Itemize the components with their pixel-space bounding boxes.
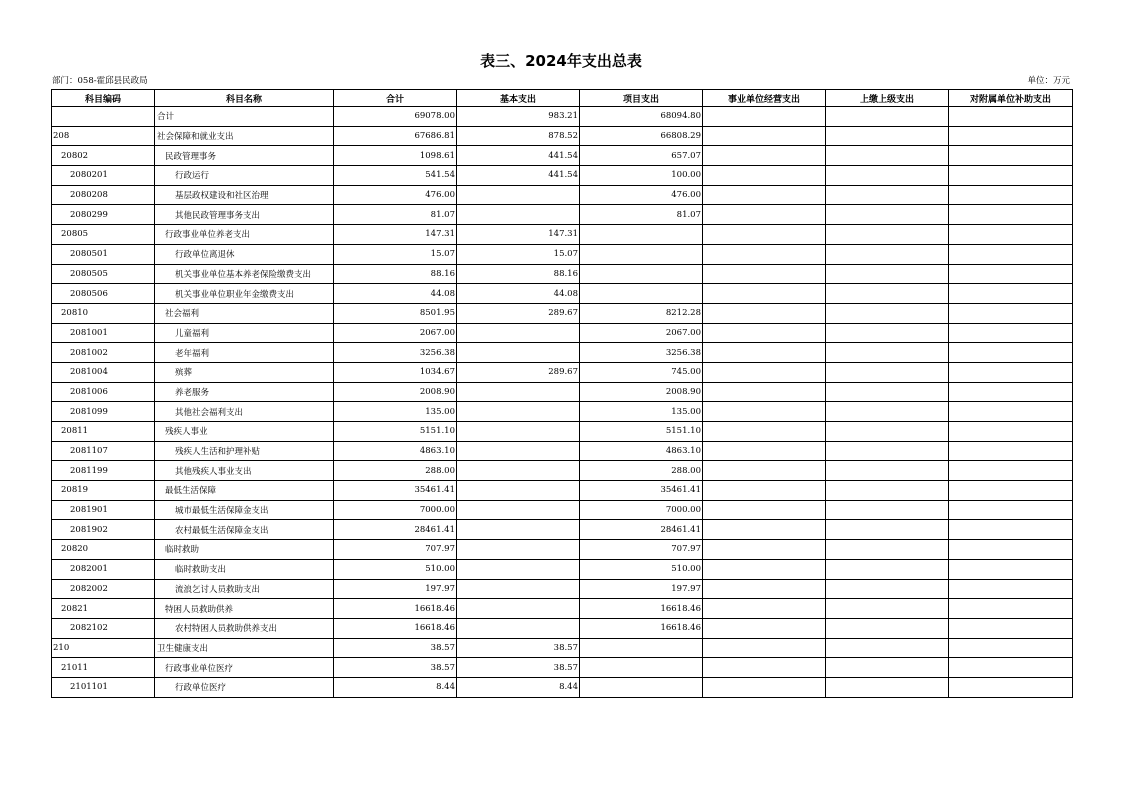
cell-project: 16618.46 xyxy=(580,599,703,619)
cell-business xyxy=(703,146,826,166)
cell-name: 其他民政管理事务支出 xyxy=(155,205,334,225)
cell-business xyxy=(703,599,826,619)
cell-name: 民政管理事务 xyxy=(155,146,334,166)
cell-subsidy xyxy=(949,500,1073,520)
cell-business xyxy=(703,225,826,245)
cell-business xyxy=(703,402,826,422)
cell-total: 2008.90 xyxy=(334,382,457,402)
cell-subsidy xyxy=(949,126,1073,146)
cell-project xyxy=(580,244,703,264)
cell-business xyxy=(703,126,826,146)
cell-name: 其他残疾人事业支出 xyxy=(155,461,334,481)
cell-code: 2081107 xyxy=(52,441,155,461)
table-row xyxy=(52,284,1073,304)
cell-project xyxy=(580,638,703,658)
cell-total: 88.16 xyxy=(334,264,457,284)
cell-total: 81.07 xyxy=(334,205,457,225)
cell-total: 2067.00 xyxy=(334,323,457,343)
cell-project xyxy=(580,658,703,678)
cell-subsidy xyxy=(949,540,1073,560)
cell-code xyxy=(52,107,155,127)
cell-basic: 441.54 xyxy=(457,166,580,186)
table-row xyxy=(52,244,1073,264)
table-row xyxy=(52,618,1073,638)
cell-business xyxy=(703,107,826,127)
cell-total: 5151.10 xyxy=(334,422,457,442)
cell-business xyxy=(703,638,826,658)
cell-basic: 15.07 xyxy=(457,244,580,264)
cell-upper xyxy=(826,166,949,186)
cell-name: 临时救助支出 xyxy=(155,559,334,579)
cell-code: 2082102 xyxy=(52,618,155,638)
cell-code: 2080208 xyxy=(52,185,155,205)
cell-basic xyxy=(457,402,580,422)
table-row xyxy=(52,422,1073,442)
cell-project: 745.00 xyxy=(580,362,703,382)
cell-upper xyxy=(826,481,949,501)
cell-subsidy xyxy=(949,146,1073,166)
cell-business xyxy=(703,618,826,638)
cell-name: 残疾人事业 xyxy=(155,422,334,442)
cell-total: 541.54 xyxy=(334,166,457,186)
cell-name: 行政事业单位医疗 xyxy=(155,658,334,678)
cell-business xyxy=(703,205,826,225)
table-row xyxy=(52,362,1073,382)
cell-project: 100.00 xyxy=(580,166,703,186)
cell-code: 2081902 xyxy=(52,520,155,540)
cell-basic xyxy=(457,185,580,205)
cell-code: 2082001 xyxy=(52,559,155,579)
cell-subsidy xyxy=(949,382,1073,402)
cell-project: 4863.10 xyxy=(580,441,703,461)
cell-business xyxy=(703,244,826,264)
cell-upper xyxy=(826,638,949,658)
cell-project: 288.00 xyxy=(580,461,703,481)
cell-business xyxy=(703,323,826,343)
cell-subsidy xyxy=(949,441,1073,461)
cell-subsidy xyxy=(949,579,1073,599)
cell-basic: 878.52 xyxy=(457,126,580,146)
table-row xyxy=(52,441,1073,461)
cell-upper xyxy=(826,362,949,382)
cell-project: 197.97 xyxy=(580,579,703,599)
cell-name: 其他社会福利支出 xyxy=(155,402,334,422)
cell-code: 2081901 xyxy=(52,500,155,520)
cell-code: 2081006 xyxy=(52,382,155,402)
cell-total: 147.31 xyxy=(334,225,457,245)
cell-basic xyxy=(457,422,580,442)
cell-code: 20810 xyxy=(52,303,155,323)
cell-total: 288.00 xyxy=(334,461,457,481)
table-row xyxy=(52,579,1073,599)
cell-basic xyxy=(457,540,580,560)
cell-subsidy xyxy=(949,677,1073,697)
table-row xyxy=(52,658,1073,678)
header-name: 科目名称 xyxy=(155,90,334,107)
cell-name: 殡葬 xyxy=(155,362,334,382)
cell-subsidy xyxy=(949,244,1073,264)
cell-business xyxy=(703,500,826,520)
cell-total: 67686.81 xyxy=(334,126,457,146)
cell-basic xyxy=(457,618,580,638)
cell-upper xyxy=(826,441,949,461)
cell-subsidy xyxy=(949,323,1073,343)
cell-project: 8212.28 xyxy=(580,303,703,323)
expenditure-table xyxy=(51,89,1073,698)
cell-business xyxy=(703,422,826,442)
cell-name: 机关事业单位基本养老保险缴费支出 xyxy=(155,264,334,284)
cell-upper xyxy=(826,225,949,245)
cell-basic: 983.21 xyxy=(457,107,580,127)
cell-subsidy xyxy=(949,599,1073,619)
cell-total: 69078.00 xyxy=(334,107,457,127)
cell-basic xyxy=(457,481,580,501)
cell-basic xyxy=(457,559,580,579)
cell-business xyxy=(703,461,826,481)
cell-basic xyxy=(457,500,580,520)
table-row xyxy=(52,540,1073,560)
cell-upper xyxy=(826,579,949,599)
cell-code: 20821 xyxy=(52,599,155,619)
cell-code: 2080506 xyxy=(52,284,155,304)
cell-upper xyxy=(826,244,949,264)
cell-upper xyxy=(826,146,949,166)
cell-total: 1098.61 xyxy=(334,146,457,166)
cell-basic: 289.67 xyxy=(457,362,580,382)
cell-upper xyxy=(826,422,949,442)
cell-code: 20819 xyxy=(52,481,155,501)
cell-project: 510.00 xyxy=(580,559,703,579)
cell-business xyxy=(703,579,826,599)
cell-code: 2080501 xyxy=(52,244,155,264)
header-basic: 基本支出 xyxy=(457,90,580,107)
header-project: 项目支出 xyxy=(580,90,703,107)
cell-total: 28461.41 xyxy=(334,520,457,540)
cell-project xyxy=(580,225,703,245)
cell-subsidy xyxy=(949,185,1073,205)
cell-basic: 38.57 xyxy=(457,638,580,658)
table-row xyxy=(52,382,1073,402)
table-row xyxy=(52,520,1073,540)
cell-name: 养老服务 xyxy=(155,382,334,402)
header-total: 合计 xyxy=(334,90,457,107)
cell-basic xyxy=(457,579,580,599)
cell-subsidy xyxy=(949,402,1073,422)
cell-upper xyxy=(826,382,949,402)
cell-subsidy xyxy=(949,166,1073,186)
cell-code: 20811 xyxy=(52,422,155,442)
cell-name: 农村最低生活保障金支出 xyxy=(155,520,334,540)
cell-total: 38.57 xyxy=(334,638,457,658)
table-row xyxy=(52,402,1073,422)
cell-project: 28461.41 xyxy=(580,520,703,540)
table-row xyxy=(52,343,1073,363)
cell-business xyxy=(703,658,826,678)
table-row xyxy=(52,461,1073,481)
cell-project: 66808.29 xyxy=(580,126,703,146)
cell-code: 208 xyxy=(52,126,155,146)
cell-code: 210 xyxy=(52,638,155,658)
cell-code: 2081001 xyxy=(52,323,155,343)
cell-basic xyxy=(457,323,580,343)
cell-code: 2080505 xyxy=(52,264,155,284)
cell-upper xyxy=(826,599,949,619)
cell-upper xyxy=(826,559,949,579)
cell-name: 残疾人生活和护理补贴 xyxy=(155,441,334,461)
cell-basic xyxy=(457,520,580,540)
cell-subsidy xyxy=(949,559,1073,579)
cell-code: 2081099 xyxy=(52,402,155,422)
table-header-row xyxy=(52,90,1073,107)
cell-name: 城市最低生活保障金支出 xyxy=(155,500,334,520)
cell-project xyxy=(580,264,703,284)
cell-upper xyxy=(826,205,949,225)
cell-business xyxy=(703,559,826,579)
cell-basic xyxy=(457,441,580,461)
cell-basic: 147.31 xyxy=(457,225,580,245)
cell-subsidy xyxy=(949,461,1073,481)
table-row xyxy=(52,481,1073,501)
cell-basic: 44.08 xyxy=(457,284,580,304)
cell-total: 7000.00 xyxy=(334,500,457,520)
cell-code: 2081002 xyxy=(52,343,155,363)
cell-name: 社会福利 xyxy=(155,303,334,323)
cell-business xyxy=(703,441,826,461)
cell-total: 8.44 xyxy=(334,677,457,697)
header-upper: 上缴上级支出 xyxy=(826,90,949,107)
cell-basic xyxy=(457,461,580,481)
cell-name: 合计 xyxy=(155,107,334,127)
cell-name: 最低生活保障 xyxy=(155,481,334,501)
cell-name: 行政运行 xyxy=(155,166,334,186)
cell-business xyxy=(703,343,826,363)
table-row xyxy=(52,323,1073,343)
cell-basic: 8.44 xyxy=(457,677,580,697)
cell-business xyxy=(703,677,826,697)
table-row xyxy=(52,303,1073,323)
cell-basic xyxy=(457,205,580,225)
cell-subsidy xyxy=(949,638,1073,658)
cell-subsidy xyxy=(949,205,1073,225)
cell-code: 2081199 xyxy=(52,461,155,481)
cell-name: 农村特困人员救助供养支出 xyxy=(155,618,334,638)
cell-subsidy xyxy=(949,658,1073,678)
cell-subsidy xyxy=(949,343,1073,363)
cell-subsidy xyxy=(949,225,1073,245)
cell-name: 儿童福利 xyxy=(155,323,334,343)
cell-total: 1034.67 xyxy=(334,362,457,382)
cell-project: 135.00 xyxy=(580,402,703,422)
cell-subsidy xyxy=(949,362,1073,382)
cell-upper xyxy=(826,520,949,540)
cell-basic: 289.67 xyxy=(457,303,580,323)
cell-total: 707.97 xyxy=(334,540,457,560)
cell-code: 20805 xyxy=(52,225,155,245)
table-row xyxy=(52,205,1073,225)
page-title: 表三、2024年支出总表 xyxy=(480,52,642,70)
cell-upper xyxy=(826,264,949,284)
cell-upper xyxy=(826,126,949,146)
cell-subsidy xyxy=(949,264,1073,284)
cell-subsidy xyxy=(949,481,1073,501)
table-row xyxy=(52,146,1073,166)
cell-total: 15.07 xyxy=(334,244,457,264)
cell-code: 2081004 xyxy=(52,362,155,382)
cell-total: 510.00 xyxy=(334,559,457,579)
cell-business xyxy=(703,166,826,186)
cell-basic xyxy=(457,343,580,363)
table-row xyxy=(52,107,1073,127)
cell-total: 35461.41 xyxy=(334,481,457,501)
cell-subsidy xyxy=(949,303,1073,323)
cell-name: 行政事业单位养老支出 xyxy=(155,225,334,245)
table-row xyxy=(52,559,1073,579)
cell-business xyxy=(703,362,826,382)
cell-subsidy xyxy=(949,618,1073,638)
cell-project: 81.07 xyxy=(580,205,703,225)
cell-subsidy xyxy=(949,284,1073,304)
cell-name: 行政单位医疗 xyxy=(155,677,334,697)
cell-upper xyxy=(826,658,949,678)
cell-project: 476.00 xyxy=(580,185,703,205)
cell-name: 流浪乞讨人员救助支出 xyxy=(155,579,334,599)
header-subsidy: 对附属单位补助支出 xyxy=(949,90,1073,107)
table-row xyxy=(52,166,1073,186)
cell-project: 68094.80 xyxy=(580,107,703,127)
cell-code: 2101101 xyxy=(52,677,155,697)
cell-name: 行政单位离退休 xyxy=(155,244,334,264)
cell-total: 16618.46 xyxy=(334,599,457,619)
cell-project: 707.97 xyxy=(580,540,703,560)
cell-business xyxy=(703,303,826,323)
cell-code: 2080201 xyxy=(52,166,155,186)
cell-project: 16618.46 xyxy=(580,618,703,638)
cell-project: 5151.10 xyxy=(580,422,703,442)
cell-business xyxy=(703,382,826,402)
cell-upper xyxy=(826,540,949,560)
cell-upper xyxy=(826,677,949,697)
cell-name: 特困人员救助供养 xyxy=(155,599,334,619)
table-row xyxy=(52,677,1073,697)
header-business: 事业单位经营支出 xyxy=(703,90,826,107)
cell-total: 476.00 xyxy=(334,185,457,205)
cell-basic: 38.57 xyxy=(457,658,580,678)
cell-total: 135.00 xyxy=(334,402,457,422)
cell-total: 197.97 xyxy=(334,579,457,599)
header-code: 科目编码 xyxy=(52,90,155,107)
cell-code: 21011 xyxy=(52,658,155,678)
table-row xyxy=(52,500,1073,520)
cell-name: 基层政权建设和社区治理 xyxy=(155,185,334,205)
cell-name: 机关事业单位职业年金缴费支出 xyxy=(155,284,334,304)
cell-business xyxy=(703,540,826,560)
table-row xyxy=(52,225,1073,245)
cell-basic: 88.16 xyxy=(457,264,580,284)
cell-business xyxy=(703,481,826,501)
table-row xyxy=(52,638,1073,658)
cell-code: 20820 xyxy=(52,540,155,560)
cell-upper xyxy=(826,343,949,363)
cell-project xyxy=(580,284,703,304)
cell-project: 657.07 xyxy=(580,146,703,166)
table-row xyxy=(52,185,1073,205)
cell-subsidy xyxy=(949,107,1073,127)
cell-basic: 441.54 xyxy=(457,146,580,166)
unit-label: 单位：万元 xyxy=(1027,76,1070,86)
cell-project: 3256.38 xyxy=(580,343,703,363)
cell-name: 老年福利 xyxy=(155,343,334,363)
cell-upper xyxy=(826,618,949,638)
cell-total: 44.08 xyxy=(334,284,457,304)
department-label: 部门：058-霍邱县民政局 xyxy=(52,76,148,86)
cell-upper xyxy=(826,185,949,205)
cell-total: 4863.10 xyxy=(334,441,457,461)
cell-project: 7000.00 xyxy=(580,500,703,520)
cell-business xyxy=(703,520,826,540)
table-row xyxy=(52,264,1073,284)
cell-total: 38.57 xyxy=(334,658,457,678)
cell-total: 8501.95 xyxy=(334,303,457,323)
cell-project: 2067.00 xyxy=(580,323,703,343)
cell-upper xyxy=(826,402,949,422)
table-body xyxy=(52,107,1073,698)
cell-name: 临时救助 xyxy=(155,540,334,560)
cell-business xyxy=(703,185,826,205)
table-row xyxy=(52,599,1073,619)
cell-basic xyxy=(457,382,580,402)
cell-business xyxy=(703,284,826,304)
table-row xyxy=(52,126,1073,146)
cell-upper xyxy=(826,500,949,520)
cell-upper xyxy=(826,461,949,481)
cell-code: 20802 xyxy=(52,146,155,166)
cell-total: 3256.38 xyxy=(334,343,457,363)
cell-upper xyxy=(826,284,949,304)
cell-project xyxy=(580,677,703,697)
cell-subsidy xyxy=(949,520,1073,540)
cell-project: 35461.41 xyxy=(580,481,703,501)
cell-upper xyxy=(826,107,949,127)
cell-code: 2082002 xyxy=(52,579,155,599)
cell-name: 社会保障和就业支出 xyxy=(155,126,334,146)
cell-subsidy xyxy=(949,422,1073,442)
cell-upper xyxy=(826,303,949,323)
cell-basic xyxy=(457,599,580,619)
cell-code: 2080299 xyxy=(52,205,155,225)
cell-upper xyxy=(826,323,949,343)
cell-project: 2008.90 xyxy=(580,382,703,402)
cell-business xyxy=(703,264,826,284)
cell-name: 卫生健康支出 xyxy=(155,638,334,658)
cell-total: 16618.46 xyxy=(334,618,457,638)
